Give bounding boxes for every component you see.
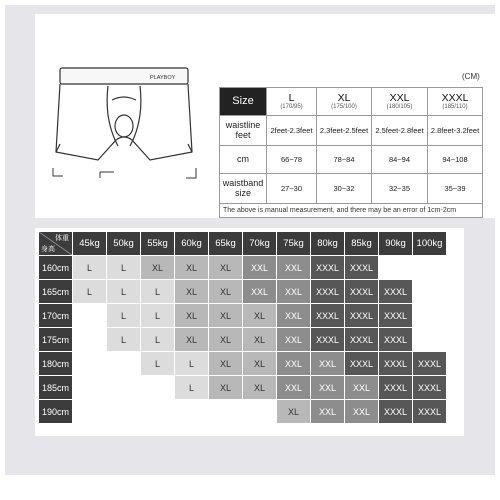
size-cell: XXL <box>277 304 311 328</box>
table-cell: 2.3feet-2.5feet <box>317 116 372 146</box>
size-cell: L <box>107 304 141 328</box>
weight-header: 80kg <box>311 232 345 256</box>
unit-note: (CM) <box>462 72 480 81</box>
table-cell: 2feet-2.3feet <box>267 116 317 146</box>
height-header: 170cm <box>39 304 73 328</box>
row-label-waistline: waistline feet <box>220 116 267 146</box>
size-cell: L <box>107 280 141 304</box>
size-cell: XXXL <box>379 376 413 400</box>
table-cell: 78~84 <box>317 146 372 174</box>
corner-height-label: 身高 <box>41 246 55 253</box>
size-cell: L <box>175 352 209 376</box>
size-cell: XXL <box>277 376 311 400</box>
size-cell: XL <box>175 328 209 352</box>
table-cell: 35~39 <box>428 174 483 204</box>
size-cell: XXL <box>345 400 379 424</box>
size-cell <box>413 256 447 280</box>
size-cell <box>209 400 243 424</box>
size-cell: XL <box>243 328 277 352</box>
size-cell: XXXL <box>345 328 379 352</box>
table-cell: 84~94 <box>372 146 428 174</box>
row-label-cm: cm <box>220 146 267 174</box>
size-cell <box>107 400 141 424</box>
size-col-l: L (170/95) <box>267 88 317 116</box>
weight-header: 85kg <box>345 232 379 256</box>
size-cell: XXL <box>311 352 345 376</box>
size-cell: XXXL <box>413 400 447 424</box>
size-cell <box>73 400 107 424</box>
weight-header: 45kg <box>73 232 107 256</box>
size-measurement-table <box>219 87 483 218</box>
size-cell: XXL <box>243 256 277 280</box>
size-cell: L <box>73 256 107 280</box>
table-cell: 27~30 <box>267 174 317 204</box>
size-cell <box>73 304 107 328</box>
row-label-waistband: waistband size <box>220 174 267 204</box>
weight-height-size-grid <box>38 231 447 424</box>
size-cell: XXL <box>311 376 345 400</box>
size-cell: L <box>141 328 175 352</box>
size-cell: L <box>107 256 141 280</box>
size-cell: L <box>73 280 107 304</box>
size-cell <box>73 376 107 400</box>
size-cell: XXL <box>277 328 311 352</box>
size-cell: XXL <box>311 400 345 424</box>
size-cell: XXL <box>345 376 379 400</box>
size-cell: XXXL <box>379 328 413 352</box>
size-cell: XXXL <box>311 256 345 280</box>
size-col-xxxl: XXXL (185/110) <box>428 88 483 116</box>
table-cell: 94~108 <box>428 146 483 174</box>
size-cell: XXXL <box>311 280 345 304</box>
size-cell <box>107 352 141 376</box>
size-cell: XXXL <box>345 256 379 280</box>
size-cell: XXXL <box>379 304 413 328</box>
size-cell: XXL <box>277 280 311 304</box>
grid-corner <box>39 232 73 256</box>
size-cell: XL <box>209 304 243 328</box>
table-cell: 2.8feet-3.2feet <box>428 116 483 146</box>
size-cell: L <box>175 376 209 400</box>
weight-header: 60kg <box>175 232 209 256</box>
height-header: 180cm <box>39 352 73 376</box>
height-header: 185cm <box>39 376 73 400</box>
size-cell: XL <box>209 376 243 400</box>
weight-header: 100kg <box>413 232 447 256</box>
size-cell: XXXL <box>345 304 379 328</box>
size-cell: XL <box>175 304 209 328</box>
weight-header: 75kg <box>277 232 311 256</box>
size-cell: XL <box>243 304 277 328</box>
size-cell <box>413 280 447 304</box>
size-cell: XXXL <box>379 400 413 424</box>
size-cell <box>413 304 447 328</box>
size-cell <box>175 400 209 424</box>
size-cell <box>141 400 175 424</box>
size-col-xxl: XXL (180/105) <box>372 88 428 116</box>
measurement-note: The above is manual measurement, and there may be an error of 1cm-2cm <box>220 204 483 218</box>
table-cell: 2.5feet-2.8feet <box>372 116 428 146</box>
size-cell: XXXL <box>345 280 379 304</box>
table-cell: 32~35 <box>372 174 428 204</box>
weight-header: 70kg <box>243 232 277 256</box>
size-cell <box>107 376 141 400</box>
size-cell: XL <box>209 280 243 304</box>
size-cell <box>73 328 107 352</box>
size-cell: XXXL <box>345 352 379 376</box>
size-cell: XXXL <box>379 352 413 376</box>
size-cell <box>141 376 175 400</box>
size-cell: XL <box>243 376 277 400</box>
boxer-brief-illustration <box>38 60 210 190</box>
size-cell: XL <box>175 280 209 304</box>
size-col-xl: XL (175/100) <box>317 88 372 116</box>
size-cell: L <box>141 280 175 304</box>
weight-header: 50kg <box>107 232 141 256</box>
size-cell: XXXL <box>413 352 447 376</box>
size-cell: XL <box>209 256 243 280</box>
size-cell <box>379 256 413 280</box>
size-cell: XL <box>141 256 175 280</box>
size-cell: XL <box>277 400 311 424</box>
size-cell: XXL <box>277 352 311 376</box>
size-cell: L <box>141 352 175 376</box>
height-header: 165cm <box>39 280 73 304</box>
size-cell <box>73 352 107 376</box>
size-cell: XL <box>209 328 243 352</box>
table-cell: 30~32 <box>317 174 372 204</box>
weight-header: 55kg <box>141 232 175 256</box>
size-cell: XL <box>243 352 277 376</box>
weight-header: 65kg <box>209 232 243 256</box>
height-header: 160cm <box>39 256 73 280</box>
height-header: 175cm <box>39 328 73 352</box>
size-cell: L <box>141 304 175 328</box>
size-cell: XL <box>175 256 209 280</box>
size-cell: XXXL <box>311 328 345 352</box>
table-cell: 66~78 <box>267 146 317 174</box>
size-cell <box>413 328 447 352</box>
size-cell: XXXL <box>413 376 447 400</box>
size-cell: XXL <box>277 256 311 280</box>
size-cell <box>243 400 277 424</box>
size-cell: XXL <box>243 280 277 304</box>
weight-header: 90kg <box>379 232 413 256</box>
corner-weight-label: 体重 <box>55 235 69 242</box>
size-cell: XXXL <box>379 280 413 304</box>
size-header: Size <box>220 88 267 116</box>
size-cell: XXXL <box>311 304 345 328</box>
size-cell: XL <box>209 352 243 376</box>
size-cell: L <box>107 328 141 352</box>
height-header: 190cm <box>39 400 73 424</box>
brand-label: PLAYBOY <box>150 75 176 81</box>
